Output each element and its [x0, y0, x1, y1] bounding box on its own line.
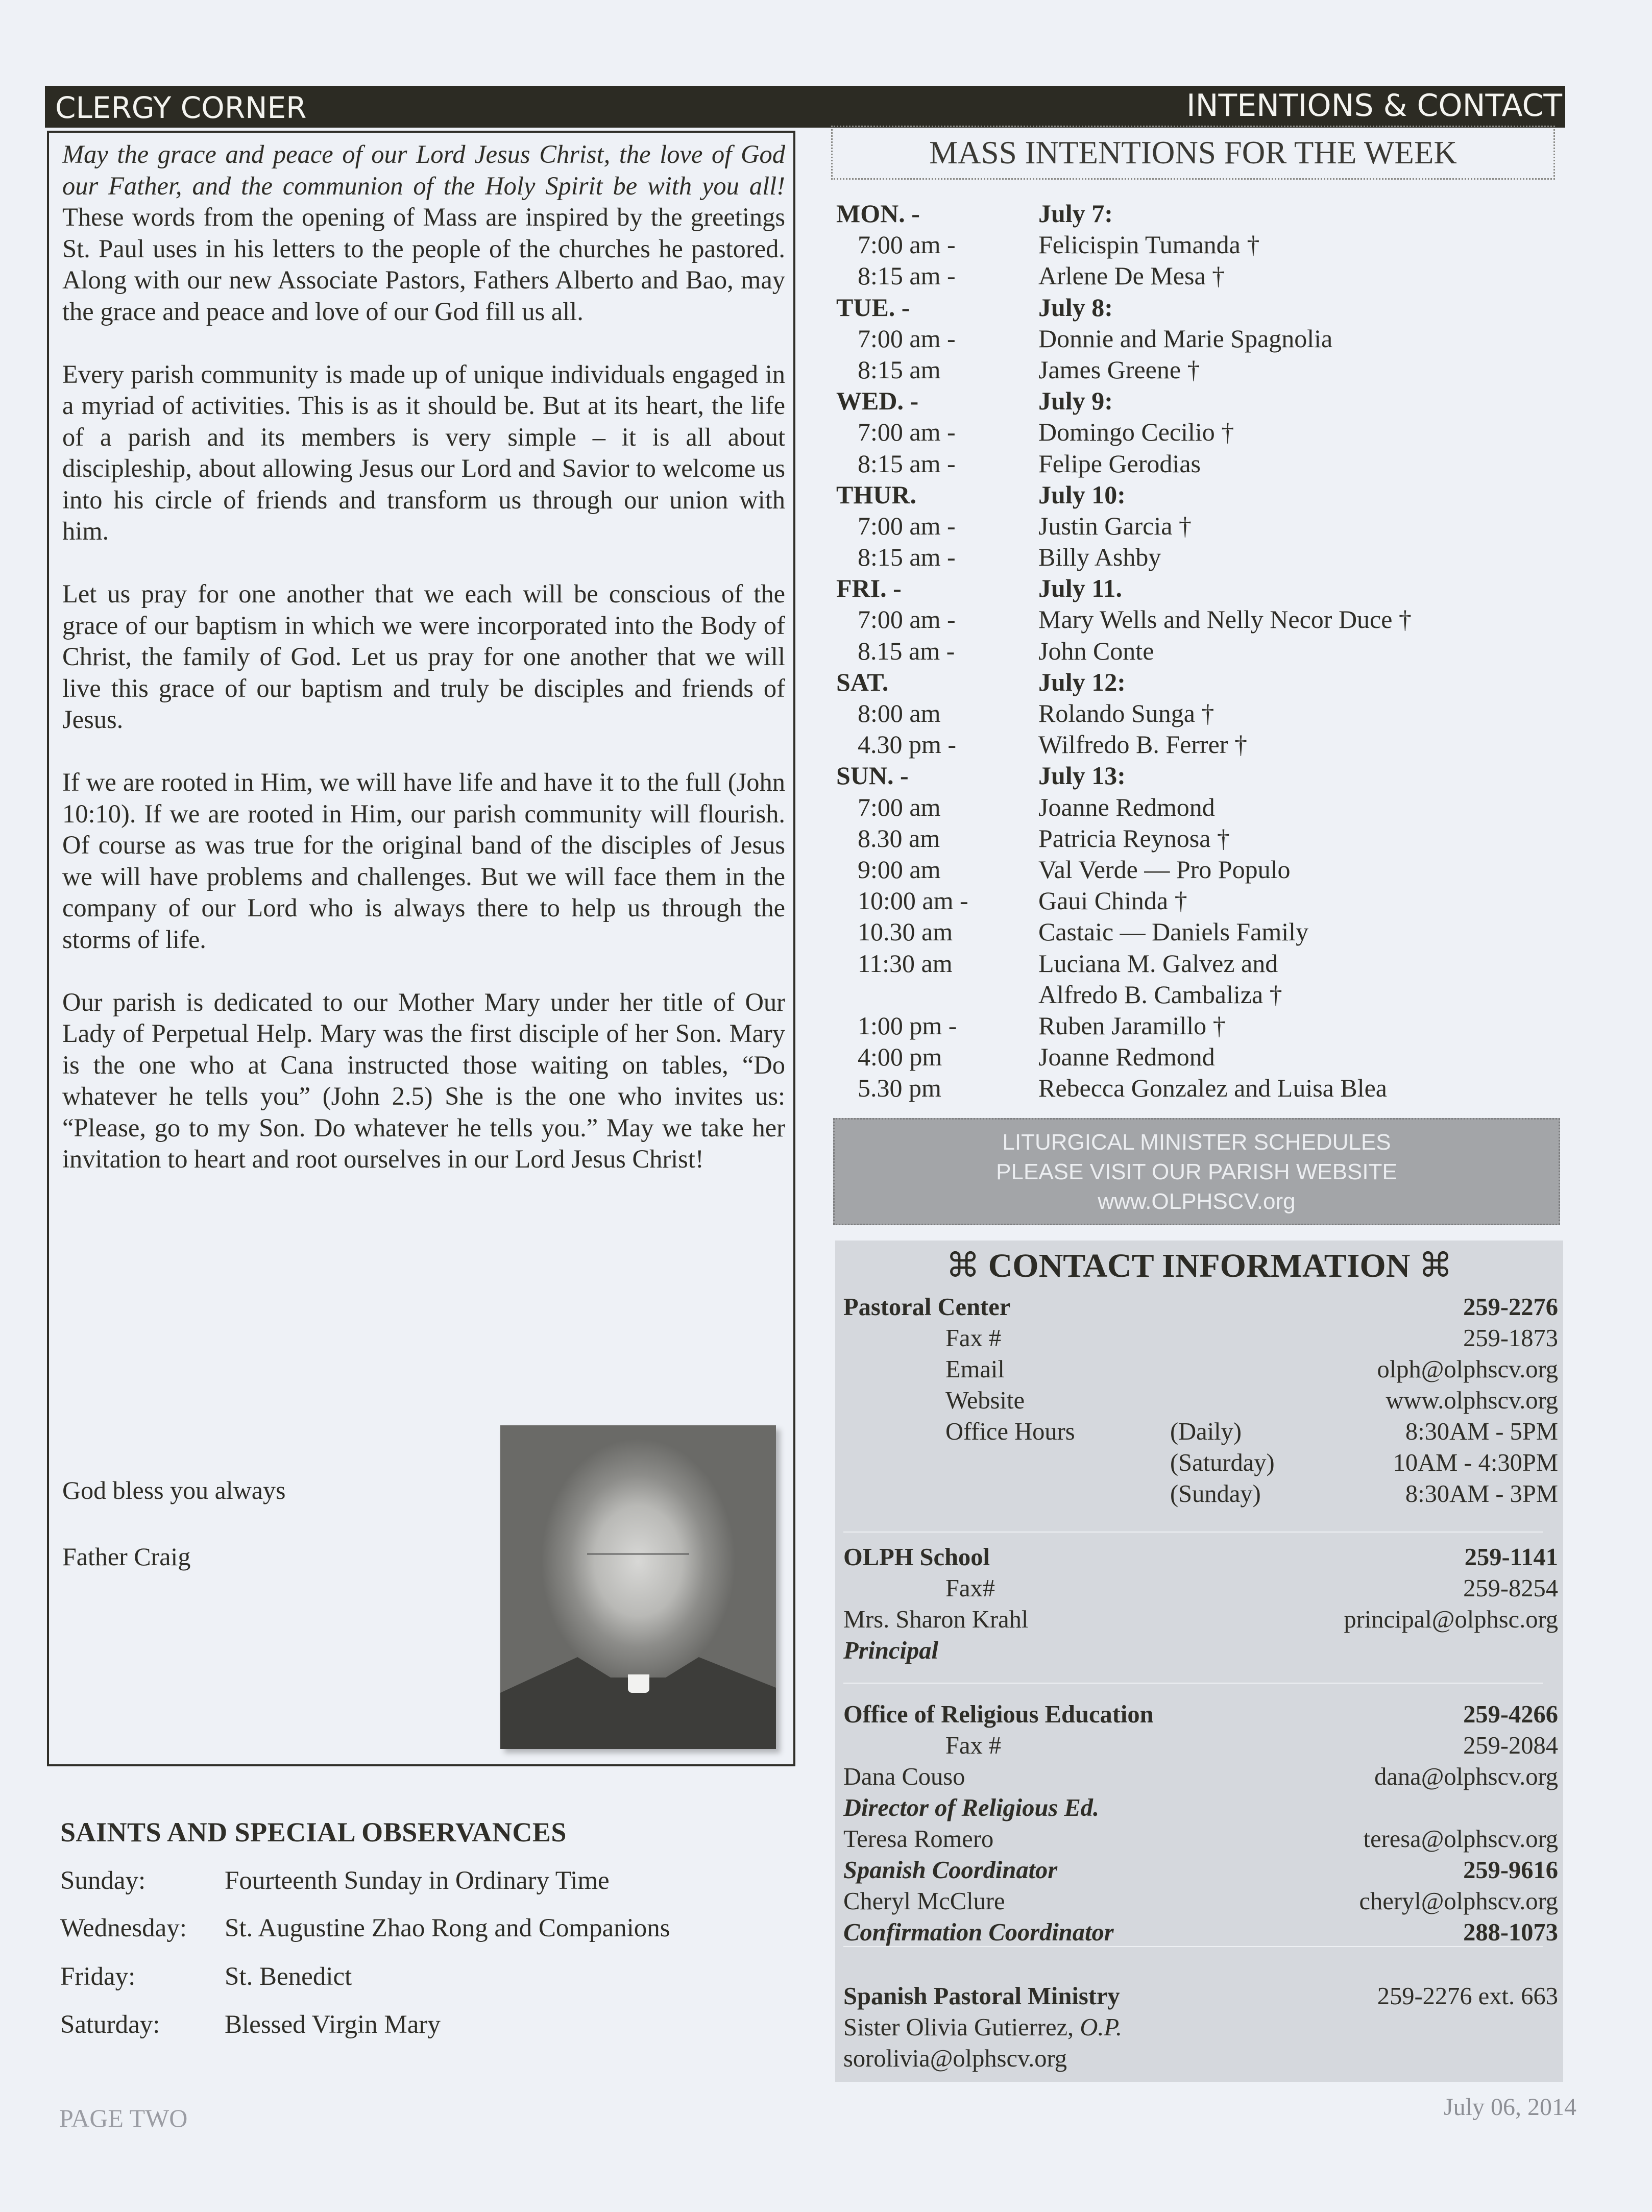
- saint-row: [60, 1962, 352, 1991]
- mass-date: July 12:: [1038, 667, 1126, 696]
- mass-intention-row: [836, 979, 1561, 1010]
- mass-day: SUN. -: [836, 761, 909, 790]
- contact-row: [843, 1573, 1558, 1604]
- mass-intention: Mary Wells and Nelly Necor Duce †: [1038, 605, 1412, 634]
- hours-day: (Saturday): [1170, 1449, 1275, 1476]
- email-link[interactable]: dana@olphscv.org: [1374, 1763, 1558, 1790]
- saint-observance: Blessed Virgin Mary: [225, 2010, 441, 2039]
- mass-intention-row: [836, 354, 1561, 385]
- mass-time: 10:00 am -: [858, 886, 968, 915]
- mass-time: 8:15 am -: [858, 449, 956, 478]
- mass-intention-row: [836, 1010, 1561, 1041]
- mass-time: 1:00 pm -: [858, 1011, 957, 1040]
- contact-row: [843, 1792, 1558, 1824]
- saint-observance: St. Augustine Zhao Rong and Companions: [225, 1914, 670, 1942]
- signature: Father Craig: [62, 1542, 191, 1571]
- mass-intention-row: [836, 698, 1561, 729]
- paragraph-text: These words from the opening of Mass are inspired by the greetings St. Paul uses in his letters to the people of the churches he pastored. Along with our new Associate Pastors, Fathers Alberto and Bao, may the grace and peace and love of our God fill us all.: [62, 203, 785, 326]
- hours-day: (Sunday): [1170, 1480, 1261, 1508]
- clergy-letter: [62, 139, 785, 1206]
- mass-intention-row: [836, 636, 1561, 667]
- liturgical-schedule-banner: [833, 1118, 1560, 1225]
- contact-row: [843, 1292, 1558, 1323]
- mass-intentions-list: [836, 198, 1561, 1104]
- mass-time: 10.30 am: [858, 917, 953, 946]
- letter-paragraph: If we are rooted in Him, we will have life and have it to the full (John 10:10). If we are rooted in Him, our parish community will flourish. Of course as was true for the original band of the disciples of Jesus we will have problems and challenges. But we will face them in the company of our Lord who is always there to help us through the storms of life.: [62, 768, 785, 954]
- hours-day: (Daily): [1170, 1418, 1242, 1445]
- mass-time: 7:00 am -: [858, 324, 956, 353]
- mass-intention: Luciana M. Galvez and: [1038, 949, 1278, 978]
- mass-time: 4:00 pm: [858, 1042, 942, 1072]
- mass-day-header: [836, 573, 1561, 604]
- mass-day-header: [836, 760, 1561, 791]
- email-link[interactable]: teresa@olphscv.org: [1363, 1826, 1558, 1853]
- closing-line: God bless you always: [62, 1476, 286, 1504]
- mass-day: WED. -: [836, 386, 919, 416]
- command-symbol-icon: ⌘: [946, 1246, 980, 1285]
- contact-row: [843, 1604, 1558, 1635]
- mass-intention: Castaic — Daniels Family: [1038, 917, 1309, 946]
- person-role: Spanish Coordinator: [843, 1857, 1058, 1884]
- contact-row: [843, 2012, 1558, 2043]
- mass-intention: Felicispin Tumanda †: [1038, 230, 1260, 259]
- email-link[interactable]: cheryl@olphscv.org: [1359, 1888, 1558, 1915]
- mass-intention-row: [836, 916, 1561, 947]
- mass-intention-row: [836, 948, 1561, 979]
- page-label: PAGE TWO: [59, 2104, 188, 2132]
- mass-intention: Val Verde — Pro Populo: [1038, 855, 1291, 884]
- mass-day: TUE. -: [836, 293, 910, 322]
- mass-date: July 10:: [1038, 480, 1126, 509]
- command-symbol-icon: ⌘: [1418, 1246, 1452, 1285]
- phone-number: 259-2276 ext. 663: [1377, 1983, 1558, 2010]
- mass-time: 8:15 am -: [858, 543, 956, 572]
- banner-line: LITURGICAL MINISTER SCHEDULES: [1002, 1130, 1391, 1155]
- contact-row: [843, 1824, 1558, 1855]
- father-craig-photo: [500, 1425, 776, 1749]
- mass-intention: Alfredo B. Cambaliza †: [1038, 980, 1282, 1009]
- mass-day-header: [836, 198, 1561, 229]
- mass-intention: John Conte: [1038, 636, 1154, 665]
- clergy-corner-heading: CLERGY CORNER: [55, 90, 307, 125]
- religious-ed-label: Office of Religious Education: [843, 1701, 1154, 1728]
- mass-time: 8.30 am: [858, 823, 940, 853]
- fax-number: 259-8254: [1463, 1575, 1558, 1602]
- letter-paragraph: Every parish community is made up of unique individuals engaged in a myriad of activities. This is as it should be. But at its heart, the life of a parish and its members is very simple – it is all about discipleship, about allowing Jesus our Lord and Savior to welcome us into his circle of friends and transform us through our union with him.: [62, 359, 785, 545]
- spanish-ministry-label: Spanish Pastoral Ministry: [843, 1983, 1120, 2010]
- mass-time: 7:00 am -: [858, 230, 956, 259]
- contact-row: [843, 1447, 1558, 1478]
- person-role: Director of Religious Ed.: [843, 1794, 1100, 1821]
- mass-intention: Billy Ashby: [1038, 543, 1161, 572]
- fax-number: 259-2084: [1463, 1732, 1558, 1759]
- mass-intention: Domingo Cecilio †: [1038, 418, 1234, 447]
- contact-row: [843, 1886, 1558, 1917]
- mass-intention: Wilfredo B. Ferrer †: [1038, 730, 1247, 759]
- mass-intention-row: [836, 729, 1561, 760]
- mass-intention-row: [836, 792, 1561, 823]
- mass-date: July 9:: [1038, 386, 1113, 416]
- mass-intention-row: [836, 604, 1561, 635]
- bulletin-date: July 06, 2014: [1443, 2094, 1576, 2121]
- mass-day-header: [836, 385, 1561, 417]
- contact-row: [843, 1855, 1558, 1886]
- person-name: [843, 2012, 1122, 2043]
- email-link[interactable]: olph@olphscv.org: [1377, 1356, 1558, 1383]
- mass-time: 8:15 am -: [858, 261, 956, 290]
- photo-detail: [500, 1647, 776, 1749]
- saint-row: [60, 1866, 610, 1895]
- fax-label: Fax#: [945, 1575, 995, 1602]
- phone-number: 259-2276: [1463, 1294, 1558, 1321]
- contact-row: [843, 1761, 1558, 1792]
- contact-row: [843, 1478, 1558, 1510]
- mass-intention: Arlene De Mesa †: [1038, 261, 1225, 290]
- mass-intention: Rolando Sunga †: [1038, 699, 1214, 727]
- email-label: Email: [945, 1356, 1005, 1383]
- mass-intention: Donnie and Marie Spagnolia: [1038, 324, 1333, 353]
- divider: [843, 1532, 1543, 1533]
- mass-time: 7:00 am: [858, 792, 941, 821]
- mass-intention-row: [836, 1041, 1561, 1073]
- mass-intention: Joanne Redmond: [1038, 1042, 1215, 1072]
- mass-intention-row: [836, 885, 1561, 916]
- saint-row: [60, 2010, 441, 2039]
- person-role: Principal: [843, 1637, 938, 1664]
- person-role: Confirmation Coordinator: [843, 1919, 1114, 1946]
- opening-greeting: May the grace and peace of our Lord Jesus Christ, the love of God our Father, and the communion of the Holy Spirit be with you all!: [62, 140, 785, 200]
- hours-time: 8:30AM - 5PM: [1405, 1418, 1558, 1445]
- contact-row: [843, 2043, 1558, 2074]
- mass-intention-row: [836, 511, 1561, 542]
- saint-observance: St. Benedict: [225, 1962, 352, 1991]
- contact-heading: [835, 1246, 1563, 1285]
- mass-day: FRI. -: [836, 574, 902, 603]
- mass-time: 9:00 am: [858, 855, 941, 884]
- phone-number: 259-9616: [1463, 1857, 1558, 1884]
- saint-row: [60, 1913, 670, 1943]
- mass-intention-row: [836, 823, 1561, 854]
- contact-row: [843, 1730, 1558, 1761]
- person-name: Mrs. Sharon Krahl: [843, 1606, 1029, 1633]
- saint-day: Friday:: [60, 1962, 136, 1991]
- pastoral-center-label: Pastoral Center: [843, 1294, 1011, 1321]
- website-link[interactable]: www.olphscv.org: [1386, 1387, 1558, 1414]
- phone-number: 288-1073: [1463, 1919, 1558, 1946]
- mass-date: July 8:: [1038, 293, 1113, 322]
- mass-intention-row: [836, 417, 1561, 448]
- school-label: OLPH School: [843, 1544, 990, 1571]
- saints-heading: SAINTS AND SPECIAL OBSERVANCES: [60, 1817, 567, 1848]
- banner-line: PLEASE VISIT OUR PARISH WEBSITE: [996, 1159, 1397, 1184]
- mass-day: THUR.: [836, 480, 916, 509]
- saint-day: Sunday:: [60, 1866, 146, 1895]
- mass-day-header: [836, 479, 1561, 511]
- mass-time: 7:00 am -: [858, 605, 956, 634]
- mass-date: July 11.: [1038, 574, 1122, 603]
- mass-date: July 13:: [1038, 761, 1126, 790]
- mass-day-header: [836, 667, 1561, 698]
- mass-intention-row: [836, 260, 1561, 291]
- mass-intention: Joanne Redmond: [1038, 792, 1215, 821]
- contact-row: [843, 1635, 1558, 1666]
- contact-title-text: CONTACT INFORMATION: [988, 1247, 1411, 1284]
- contact-row: [843, 1542, 1558, 1573]
- person-name: Dana Couso: [843, 1763, 965, 1790]
- mass-intention-row: [836, 542, 1561, 573]
- mass-time: 7:00 am -: [858, 418, 956, 447]
- mass-time: 8:15 am: [858, 355, 941, 384]
- mass-time: 8:00 am: [858, 699, 941, 727]
- mass-intention-row: [836, 1073, 1561, 1104]
- divider: [843, 1683, 1543, 1684]
- saint-day: Saturday:: [60, 2010, 160, 2039]
- photo-detail: [628, 1674, 649, 1693]
- letter-paragraph: [62, 139, 785, 327]
- contact-row: [843, 1385, 1558, 1416]
- mass-intention-row: [836, 448, 1561, 479]
- mass-intention: Justin Garcia †: [1038, 511, 1192, 540]
- email-link[interactable]: sorolivia@olphscv.org: [843, 2045, 1067, 2072]
- fax-label: Fax #: [945, 1732, 1002, 1759]
- hours-time: 8:30AM - 3PM: [1405, 1480, 1558, 1508]
- phone-number: 259-4266: [1463, 1701, 1558, 1728]
- saint-observance: Fourteenth Sunday in Ordinary Time: [225, 1866, 610, 1895]
- mass-intention-row: [836, 229, 1561, 260]
- mass-time: 11:30 am: [858, 949, 953, 978]
- person-name: Teresa Romero: [843, 1826, 994, 1853]
- saint-day: Wednesday:: [60, 1914, 187, 1942]
- person-name: Cheryl McClure: [843, 1888, 1005, 1915]
- mass-date: July 7:: [1038, 199, 1113, 228]
- contact-row: [843, 1354, 1558, 1385]
- fax-number: 259-1873: [1463, 1325, 1558, 1352]
- divider: [843, 1946, 1543, 1947]
- mass-intention: Rebecca Gonzalez and Luisa Blea: [1038, 1074, 1387, 1103]
- contact-row: [843, 1699, 1558, 1730]
- letter-paragraph: Our parish is dedicated to our Mother Mary under her title of Our Lady of Perpetual Help. Mary was the first disciple of her Son. Mary is the one who at Cana instructed those waiting on tables, “Do whatever he tells you” (John 2.5) She is the one who invites us: “Please, go to my Son. Do whatever he tells you.” May we take her invitation to heart and root ourselves in our Lord Jesus Christ!: [62, 987, 785, 1173]
- mass-intention: Gaui Chinda †: [1038, 886, 1187, 915]
- phone-number: 259-1141: [1464, 1544, 1558, 1571]
- photo-detail: [587, 1553, 689, 1586]
- mass-intention: Patricia Reynosa †: [1038, 823, 1230, 853]
- website-label: Website: [945, 1387, 1025, 1414]
- contact-row: [843, 1917, 1558, 1948]
- contact-row: [843, 1416, 1558, 1447]
- mass-intention: James Greene †: [1038, 355, 1200, 384]
- mass-intentions-heading: MASS INTENTIONS FOR THE WEEK: [831, 126, 1555, 180]
- mass-time: 7:00 am -: [858, 511, 956, 540]
- mass-time: 8.15 am -: [858, 636, 955, 665]
- mass-day-header: [836, 292, 1561, 323]
- mass-day: SAT.: [836, 667, 889, 696]
- hours-time: 10AM - 4:30PM: [1393, 1449, 1558, 1476]
- contact-row: [843, 1981, 1558, 2012]
- mass-intention: Felipe Gerodias: [1038, 449, 1201, 478]
- mass-time: 5.30 pm: [858, 1074, 941, 1103]
- office-hours-label: Office Hours: [945, 1418, 1075, 1445]
- mass-intention: Ruben Jaramillo †: [1038, 1011, 1226, 1040]
- mass-intention-row: [836, 854, 1561, 885]
- mass-day: MON. -: [836, 199, 920, 228]
- intentions-contact-heading: INTENTIONS & CONTACT: [1186, 88, 1562, 124]
- contact-row: [843, 1323, 1558, 1354]
- person-name-text: Sister Olivia Gutierrez,: [843, 2014, 1074, 2041]
- fax-label: Fax #: [945, 1325, 1002, 1352]
- mass-time: 4.30 pm -: [858, 730, 957, 759]
- person-suffix: O.P.: [1080, 2014, 1122, 2041]
- email-link[interactable]: principal@olphsc.org: [1344, 1606, 1558, 1633]
- parish-website-link[interactable]: www.OLPHSCV.org: [1098, 1189, 1296, 1214]
- letter-paragraph: Let us pray for one another that we each will be conscious of the grace of our baptism in which we were incorporated into the Body of Christ, the family of God. Let us pray for one another that we will live this grace of our baptism and truly be disciples and friends of Jesus.: [62, 579, 785, 734]
- mass-intention-row: [836, 323, 1561, 354]
